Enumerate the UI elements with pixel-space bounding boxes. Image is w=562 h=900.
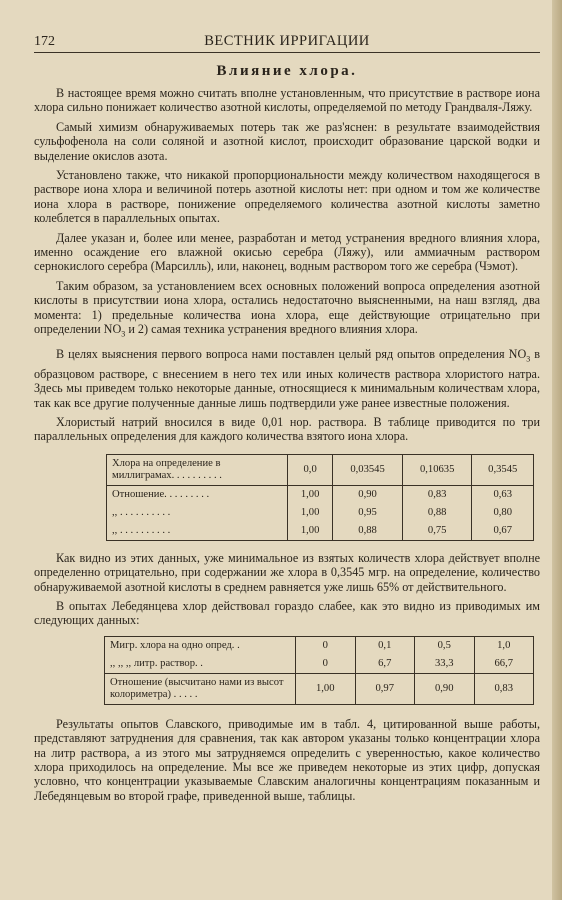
table-row	[107, 522, 534, 541]
table-row	[107, 485, 534, 504]
table-cell: 1,0	[474, 636, 534, 655]
paragraph-8: Как видно из этих данных, уже минимальное из взятых количеств хлора действует вполне определенно отрицательно, при содержании же хлора в 0,3545 мгр. на определение, количество обнаруживаемой азотной кислоты в среднем равняется уже лишь 65% от действительного.	[34, 550, 540, 594]
table-cell: 1,00	[288, 522, 333, 541]
table-cell: 0,5	[415, 636, 475, 655]
page-number: 172	[34, 34, 55, 49]
table-cell: 0,83	[402, 485, 472, 504]
table-cell: 1,00	[296, 673, 356, 704]
table-cell: 0,75	[402, 522, 472, 541]
paragraph-4: Далее указан и, более или менее, разработан и метод устранения вредного влияния хлора, именно осаждение его влажной окисью серебра (Ляжу), или аммиачным раствором сернокислого серебра (Марсилль), или, наконец, водным раствором того же серебра (Чэмот).	[34, 230, 540, 274]
table-cell: 0,90	[415, 673, 475, 704]
paragraph-7: Хлористый натрий вносился в виде 0,01 нор. раствора. В таблице приводится по три параллельных определения для каждого количества взятого иона хлора.	[34, 415, 540, 444]
table-row-label: Отношение. . . . . . . . .	[112, 488, 210, 500]
table-row	[105, 655, 534, 674]
paragraph-1: В настоящее время можно считать вполне установленным, что присутствие в растворе иона хлора сильно понижает количество азотной кислоты, определяемой по методу Грандваля-Ляжу.	[34, 86, 540, 115]
table-cell: 66,7	[474, 655, 534, 674]
table-cell: 0,67	[472, 522, 534, 541]
table-header-label: Хлора на определение в миллиграмах. . . . . . . . . .	[107, 454, 288, 485]
table-row-label: ,, . . . . . . . . . .	[112, 506, 171, 518]
table-header-row	[107, 454, 534, 485]
paragraph-9: В опытах Лебедянцева хлор действовал гораздо слабее, как это видно из приводимых им следующих данных:	[34, 599, 540, 628]
table-cell: 0,88	[402, 504, 472, 522]
table-cell: 1,00	[288, 504, 333, 522]
table-cell: 33,3	[415, 655, 475, 674]
table-cell: 0,80	[472, 504, 534, 522]
paragraph-5: Таким образом, за установлением всех основных положений вопроса определения азотной кислоты в присутствии иона хлора, остались недостаточно выясненными, на наш взгляд, два момента: 1) предельные количества иона хлора, еще действующие отрицательно при определении $NO_3$ и 2) самая техника устранения вредного влияния хлора.	[34, 278, 540, 339]
page-edge-shadow	[552, 0, 562, 900]
table-row-label: ,, ,, ,, литр. раствор. .	[110, 657, 203, 669]
table-cell: 0	[296, 655, 356, 674]
paragraph-10: Результаты опытов Славского, приводимые им в табл. 4, цитированной выше работы, представляют затруднения для сравнения, так как автором указаны только концентрации хлора на литр раствора, а из этого мы затрудняемся определить с уверенностью, какое количество хлора приходилось на определение. Мы все же приведем некоторые из этих цифр, допуская условно, что концентрации указываемые Славским аналогичны концентрациям показанным и Лебедянцевым во второй графе, приведенной выше, таблицы.	[34, 716, 540, 803]
page-header	[34, 0, 540, 53]
table-cell: 0,95	[333, 504, 403, 522]
table-header-cell: 0,10635	[402, 454, 472, 485]
table-cell: 6,7	[355, 655, 415, 674]
table-cell: 0,83	[474, 673, 534, 704]
table-cell: 1,00	[288, 485, 333, 504]
table-header-cell: 0,0	[288, 454, 333, 485]
running-title: ВЕСТНИК ИРРИГАЦИИ	[204, 33, 370, 49]
table-header-cell: 0,3545	[472, 454, 534, 485]
table-cell: 0,90	[333, 485, 403, 504]
table-row	[105, 673, 534, 704]
table-row-label: Отношение (высчитано нами из высот колориметра) . . . . .	[105, 673, 296, 704]
table-row	[105, 636, 534, 655]
table-cell: 0,1	[355, 636, 415, 655]
table-cell: 0	[296, 636, 356, 655]
paragraph-3: Установлено также, что никакой пропорциональности между количеством находящегося в растворе иона хлора и величиной потерь азотной кислоты нет: при одном и том же количестве иона хлора в растворе, понижение определяемого количества азотной кислоты заметно колеблется в параллельных опытах.	[34, 168, 540, 226]
section-title: Влияние хлора.	[216, 63, 358, 79]
table-row-label: Мигр. хлора на одно опред. .	[110, 639, 240, 651]
table-header-cell: 0,03545	[333, 454, 403, 485]
table-cell: 0,63	[472, 485, 534, 504]
chlorine-ratio-table	[106, 454, 534, 541]
table-cell: 0,88	[333, 522, 403, 541]
table-cell: 0,97	[355, 673, 415, 704]
table-row-label: ,, . . . . . . . . . .	[112, 524, 171, 536]
paragraph-2: Самый химизм обнаруживаемых потерь так же раз'яснен: в результате взаимодействия сульфофенола на соли соляной и азотной кислот, происходит образование царской водки и выделение окислов азота.	[34, 119, 540, 163]
paragraph-6: В целях выяснения первого вопроса нами поставлен целый ряд опытов определения $NO_3$ в образцовом растворе, с внесением в него тех или иных количеств раствора хлористого натра. Здесь мы приведем только некоторые данные, относящиеся к минимальным количествам хлора, так как все другие полученные данные лишь подтвердили уже ранее известные положения.	[34, 346, 540, 410]
table-row	[107, 504, 534, 522]
lebedyantsev-table	[104, 636, 534, 705]
